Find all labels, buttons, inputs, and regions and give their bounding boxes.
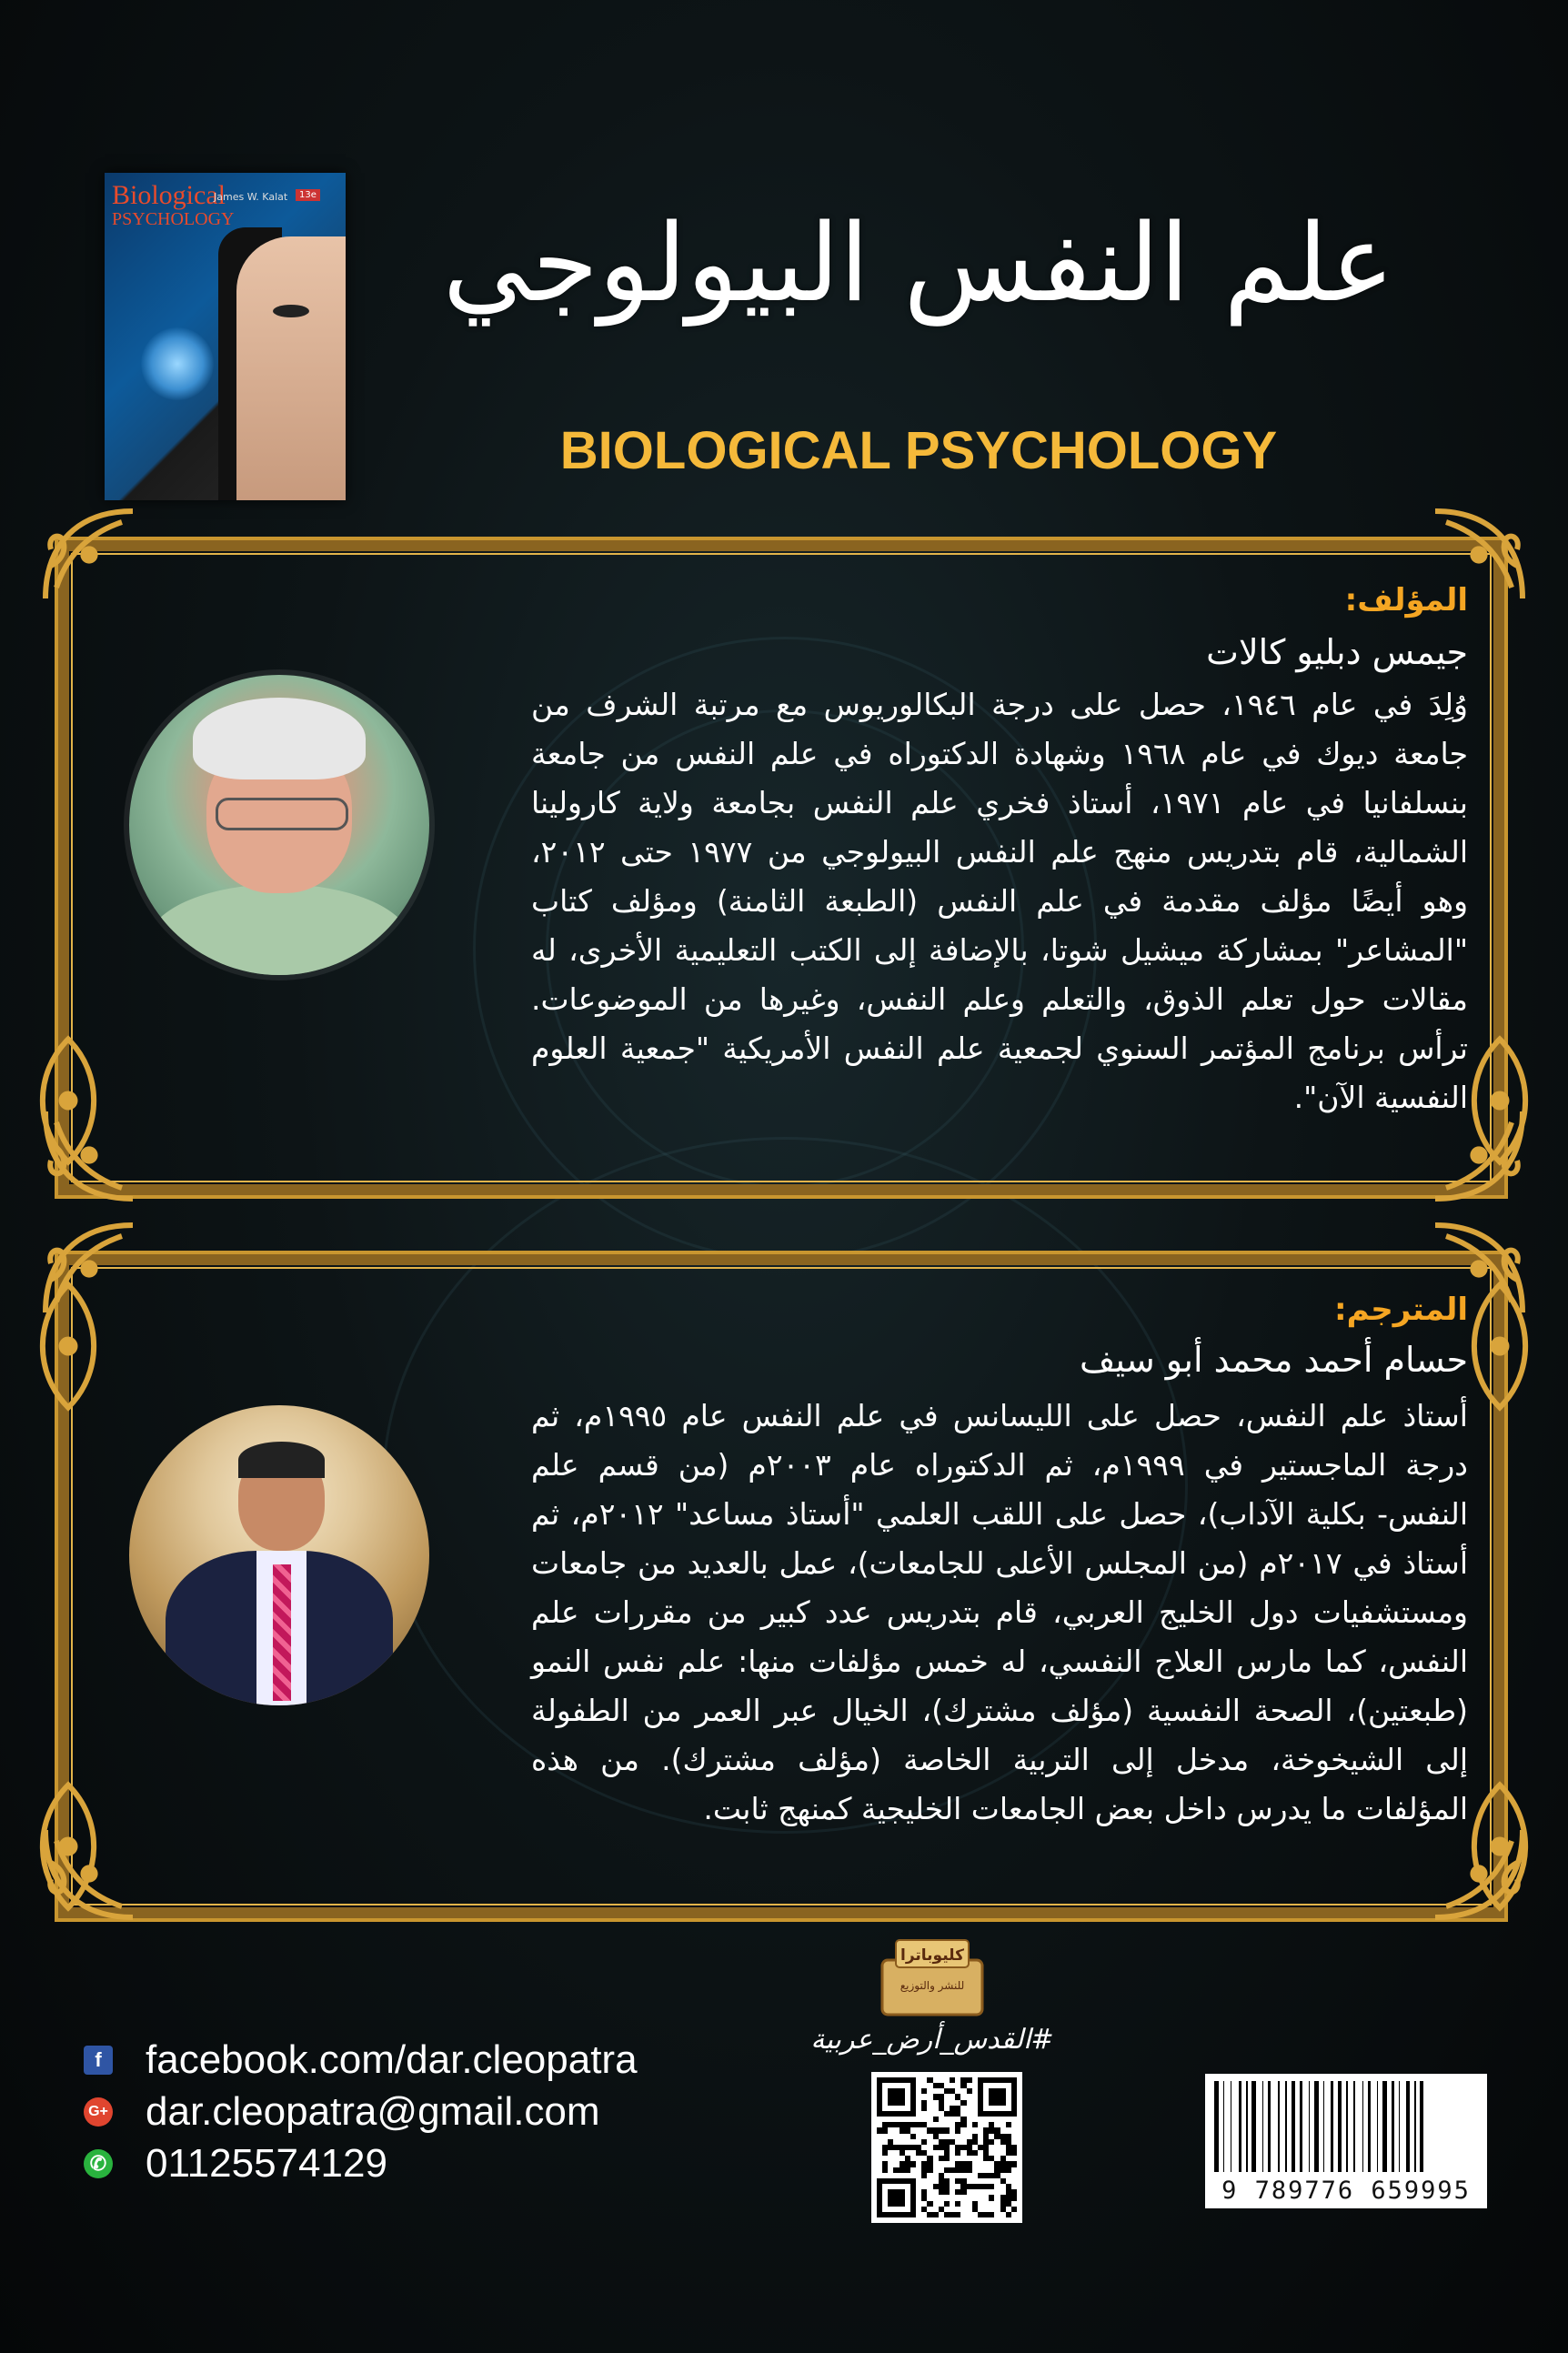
barcode-bar xyxy=(1323,2081,1325,2172)
barcode-bar xyxy=(1382,2081,1387,2172)
barcode-bar xyxy=(1304,2081,1307,2172)
qr-finder xyxy=(888,2088,904,2105)
publisher-logo-subtext: للنشر والتوزيع xyxy=(900,1979,965,1992)
side-ornament-icon xyxy=(27,1273,109,1419)
isbn-barcode xyxy=(1205,2074,1487,2208)
contact-phone[interactable] xyxy=(84,2141,387,2187)
cover-title: Biological xyxy=(112,180,226,210)
cover-eye xyxy=(273,305,309,317)
barcode-bar xyxy=(1320,2081,1322,2172)
facebook-link[interactable]: facebook.com/dar.cleopatra xyxy=(146,2037,638,2082)
barcode-bar xyxy=(1265,2081,1267,2172)
qr-module xyxy=(960,2189,966,2195)
barcode-bar xyxy=(1309,2081,1311,2172)
barcode-bar xyxy=(1346,2081,1348,2172)
barcode-bar xyxy=(1377,2081,1379,2172)
barcode-bar xyxy=(1314,2081,1319,2172)
side-ornament-icon xyxy=(1459,1028,1541,1173)
cover-edition: 13e xyxy=(296,189,320,201)
qr-module xyxy=(955,2150,960,2156)
qr-module xyxy=(910,2161,916,2167)
barcode-bar xyxy=(1365,2081,1367,2172)
title-arabic: علم النفس البيولوجي xyxy=(442,200,1395,326)
email-link[interactable]: dar.cleopatra@gmail.com xyxy=(146,2089,600,2134)
qr-code[interactable] xyxy=(871,2072,1022,2223)
barcode-bar xyxy=(1262,2081,1264,2172)
qr-module xyxy=(967,2077,972,2083)
barcode-bar xyxy=(1420,2081,1422,2172)
qr-module xyxy=(972,2150,978,2156)
barcode-bars xyxy=(1214,2081,1478,2172)
whatsapp-icon: ✆ xyxy=(84,2149,113,2178)
barcode-bar xyxy=(1414,2081,1416,2172)
qr-module xyxy=(905,2167,910,2173)
author-label: المؤلف: xyxy=(1344,582,1468,618)
barcode-bar xyxy=(1392,2081,1394,2172)
barcode-bar xyxy=(1372,2081,1375,2172)
qr-module xyxy=(1011,2207,1017,2212)
barcode-bar xyxy=(1231,2081,1232,2172)
barcode-bar xyxy=(1349,2081,1352,2172)
cover-author: James W. Kalat xyxy=(214,191,288,203)
barcode-bar xyxy=(1388,2081,1390,2172)
author-photo-glasses xyxy=(216,798,348,830)
barcode-bar xyxy=(1272,2081,1277,2172)
barcode-bar xyxy=(1362,2081,1364,2172)
barcode-bar xyxy=(1424,2081,1427,2172)
barcode-bar xyxy=(1246,2081,1248,2172)
barcode-bar xyxy=(1223,2081,1225,2172)
translator-label: المترجم: xyxy=(1333,1292,1468,1328)
qr-module xyxy=(989,2184,994,2189)
barcode-bar xyxy=(1353,2081,1355,2172)
qr-module xyxy=(955,2127,960,2133)
contact-email[interactable] xyxy=(84,2089,600,2135)
qr-module xyxy=(944,2127,950,2133)
qr-module xyxy=(1011,2161,1017,2167)
side-ornament-icon xyxy=(1459,1774,1541,1919)
qr-module xyxy=(921,2173,927,2178)
barcode-bar xyxy=(1233,2081,1238,2172)
qr-module xyxy=(1011,2150,1017,2156)
cover-face xyxy=(236,236,346,500)
barcode-bar xyxy=(1288,2081,1290,2172)
barcode-bar xyxy=(1395,2081,1397,2172)
translator-photo-tie xyxy=(273,1564,291,1701)
barcode-bar xyxy=(1338,2081,1342,2172)
qr-module xyxy=(967,2167,972,2173)
translator-name: حسام أحمد محمد أبو سيف xyxy=(1080,1340,1468,1380)
barcode-bar xyxy=(1334,2081,1336,2172)
barcode-bar xyxy=(1417,2081,1419,2172)
barcode-bar xyxy=(1278,2081,1280,2172)
barcode-bar xyxy=(1249,2081,1251,2172)
barcode-bar xyxy=(1326,2081,1329,2172)
qr-module xyxy=(972,2122,978,2127)
qr-module xyxy=(955,2201,960,2207)
qr-finder xyxy=(888,2189,904,2206)
barcode-bar xyxy=(1258,2081,1261,2172)
barcode-bar xyxy=(1239,2081,1241,2172)
book-cover-thumbnail xyxy=(105,173,346,500)
barcode-bar xyxy=(1402,2081,1404,2172)
qr-module xyxy=(944,2201,950,2207)
author-photo-shirt xyxy=(147,884,411,975)
barcode-bar xyxy=(1356,2081,1361,2172)
qr-module xyxy=(989,2195,994,2200)
qr-module xyxy=(1006,2167,1011,2173)
qr-module xyxy=(960,2122,966,2127)
qr-module xyxy=(882,2150,888,2156)
qr-module xyxy=(1006,2122,1011,2127)
qr-module xyxy=(1011,2195,1017,2200)
barcode-number: 9 789776 659995 xyxy=(1221,2177,1471,2205)
author-photo-hair xyxy=(193,698,366,779)
qr-module xyxy=(944,2189,950,2195)
qr-module xyxy=(950,2077,955,2083)
qr-module xyxy=(921,2139,927,2145)
google-plus-icon: G+ xyxy=(84,2097,113,2127)
barcode-bar xyxy=(1412,2081,1413,2172)
neuron-image xyxy=(141,327,214,400)
side-ornament-icon xyxy=(27,1028,109,1173)
publisher-logo-text: كليوباترا xyxy=(900,1946,964,1965)
qr-module xyxy=(882,2127,888,2133)
qr-module xyxy=(921,2088,927,2094)
barcode-bar xyxy=(1380,2081,1382,2172)
translator-photo-hair xyxy=(238,1442,325,1478)
barcode-bar xyxy=(1297,2081,1299,2172)
author-photo xyxy=(129,675,429,975)
barcode-bar xyxy=(1220,2081,1221,2172)
publisher-logo xyxy=(873,1933,991,2019)
qr-module xyxy=(955,2212,960,2217)
cover-subtitle: PSYCHOLOGY xyxy=(112,209,235,229)
qr-module xyxy=(927,2167,932,2173)
barcode-bar xyxy=(1300,2081,1302,2172)
barcode-bar xyxy=(1214,2081,1219,2172)
qr-finder xyxy=(989,2088,1005,2105)
corner-ornament-icon xyxy=(35,500,144,609)
barcode-bar xyxy=(1243,2081,1245,2172)
translator-bio: أستاذ علم النفس، حصل على الليسانس في علم النفس عام ١٩٩٥م، ثم درجة الماجستير في ١٩٩٩م، ثم الدكتوراه عام ٢٠٠٣م (من قسم علم النفس- بكلية الآداب)، حصل على اللقب العلمي "أستاذ مساعد" ٢٠١٢م، ثم أستاذ في ٢٠١٧م (من المجلس الأعلى للجامعات)، عمل بالعديد من جامعات ومستشفيات دول الخليج العربي، قام بتدريس عدد كبير من مقررات علم النفس، كما مارس العلاج النفسي، له خمس مؤلفات منها: علم نفس النمو (طبعتين)، الصحة النفسية (مؤلف مشترك)، الخيال عبر العمر من الطفولة إلى الشيخوخة، مدخل إلى التربية الخاصة (مؤلف مشترك). من هذه المؤلفات ما يدرس داخل بعض الجامعات الخليجية كمنهج ثابت. xyxy=(531,1398,1469,1826)
qr-module xyxy=(989,2212,994,2217)
barcode-bar xyxy=(1368,2081,1371,2172)
barcode-bar xyxy=(1343,2081,1345,2172)
qr-module xyxy=(989,2139,994,2145)
side-ornament-icon xyxy=(1459,1273,1541,1419)
qr-module xyxy=(910,2134,916,2139)
qr-module xyxy=(927,2201,932,2207)
phone-number[interactable]: 01125574129 xyxy=(146,2141,387,2186)
hashtag-text: #القدس_أرض_عربية xyxy=(810,2024,1054,2056)
qr-module xyxy=(960,2100,966,2106)
author-name: جيمس دبليو كالات xyxy=(1206,632,1468,672)
barcode-bar xyxy=(1268,2081,1271,2172)
qr-module xyxy=(921,2106,927,2111)
title-english: BIOLOGICAL PSYCHOLOGY xyxy=(559,421,1278,480)
qr-module xyxy=(882,2167,888,2173)
contact-facebook[interactable] xyxy=(84,2037,638,2083)
qr-module xyxy=(933,2117,939,2122)
qr-module xyxy=(933,2212,939,2217)
barcode-bar xyxy=(1399,2081,1401,2172)
barcode-bar xyxy=(1406,2081,1411,2172)
barcode-bar xyxy=(1226,2081,1229,2172)
author-bio: وُلِدَ في عام ١٩٤٦، حصل على درجة البكالوريوس مع مرتبة الشرف من جامعة ديوك في عام ١٩٦٨ وشهادة الدكتوراه في علم النفس من جامعة بنسلفانيا في عام ١٩٧١، أستاذ فخري علم النفس بجامعة ولاية كارولينا الشمالية، قام بتدريس منهج علم النفس البيولوجي من ١٩٧٧ حتى ٢٠١٢، وهو أيضًا مؤلف مقدمة في علم النفس (الطبعة الثامنة) ومؤلف كتاب "المشاعر" بمشاركة ميشيل شوتا، بالإضافة إلى الكتب التعليمية الأخرى، له مقالات حول تعلم الذوق، والتعلم وعلم النفس، وغيرها من الموضوعات. ترأس برنامج المؤتمر السنوي لجمعية علم النفس الأمريكية "جمعية العلوم النفسية الآن". xyxy=(531,687,1469,1115)
barcode-bar xyxy=(1331,2081,1333,2172)
facebook-icon: f xyxy=(84,2046,113,2075)
barcode-bar xyxy=(1292,2081,1296,2172)
barcode-bar xyxy=(1281,2081,1283,2172)
barcode-bar xyxy=(1285,2081,1287,2172)
qr-module xyxy=(1006,2212,1011,2217)
qr-module xyxy=(967,2088,972,2094)
barcode-bar xyxy=(1251,2081,1256,2172)
side-ornament-icon xyxy=(27,1774,109,1919)
qr-module xyxy=(944,2156,950,2161)
translator-photo xyxy=(129,1405,429,1705)
barcode-bar xyxy=(1312,2081,1313,2172)
